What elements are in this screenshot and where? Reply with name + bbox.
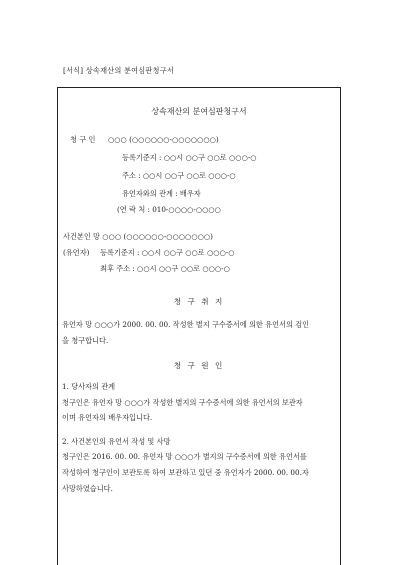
cause-line: 작성하여 청구인이 보관토록 하여 보관하고 있던 중 유언자가 2000. 00. 00.자	[62, 468, 309, 477]
subject-last-address: 최후 주소 : ○○시 ○○구 ○○로 ○○○-○	[100, 264, 230, 273]
cause-line: 이며 유언자의 배우자입니다.	[62, 413, 153, 422]
cause-line: 사망하였습니다.	[62, 484, 113, 493]
document-title: 상속재산의 분여심판청구서	[151, 107, 247, 116]
cause-line: 청구인은 2016. 00. 00. 유언자 망 ○○○가 별지의 구수증서에 의한 유언서를	[62, 452, 307, 461]
claimant-reg-address: 등록기준지 : ○○시 ○○구 ○○로 ○○○-○	[122, 153, 257, 162]
purpose-heading: 청 구 취 지	[173, 297, 225, 306]
cause-line: 청구인은 유언자 망 ○○○가 작성한 별지의 구수증서에 의한 유언서의 보관자	[62, 398, 303, 407]
claimant-name: ○○○ (○○○○○○-○○○○○○○)	[108, 135, 219, 144]
subject-label: 사건본인 망 ○○○ (○○○○○○-○○○○○○○)	[63, 232, 213, 241]
purpose-line: 유언자 망 ○○○가 2000. 00. 00. 작성한 별지 구수증서에 의한 유언서의 검인	[62, 320, 310, 329]
purpose-line: 을 청구합니다.	[62, 336, 109, 345]
claimant-relation: 유언자와의 관계 : 배우자	[122, 189, 201, 198]
cause-heading: 청 구 원 인	[173, 361, 225, 370]
petition-form	[57, 87, 341, 565]
claimant-contact: (연 락 처 : 010-○○○○-○○○○	[117, 205, 221, 214]
claimant-label: 청 구 인	[70, 135, 96, 144]
subject-reg-address: 등록기준지 : ○○시 ○○구 ○○로 ○○○-○	[100, 248, 235, 257]
form-reference-label: [서식] 상속재산의 분여심판청구서	[63, 66, 174, 75]
subject-sub-label: (유언자)	[63, 248, 90, 257]
claimant-address: 주소 : ○○시 ○○구 ○○로 ○○○-○	[122, 171, 236, 180]
cause-section-heading: 2. 사건본인의 유언서 작성 및 사망	[62, 437, 171, 446]
cause-section-heading: 1. 당사자의 관계	[62, 382, 116, 391]
